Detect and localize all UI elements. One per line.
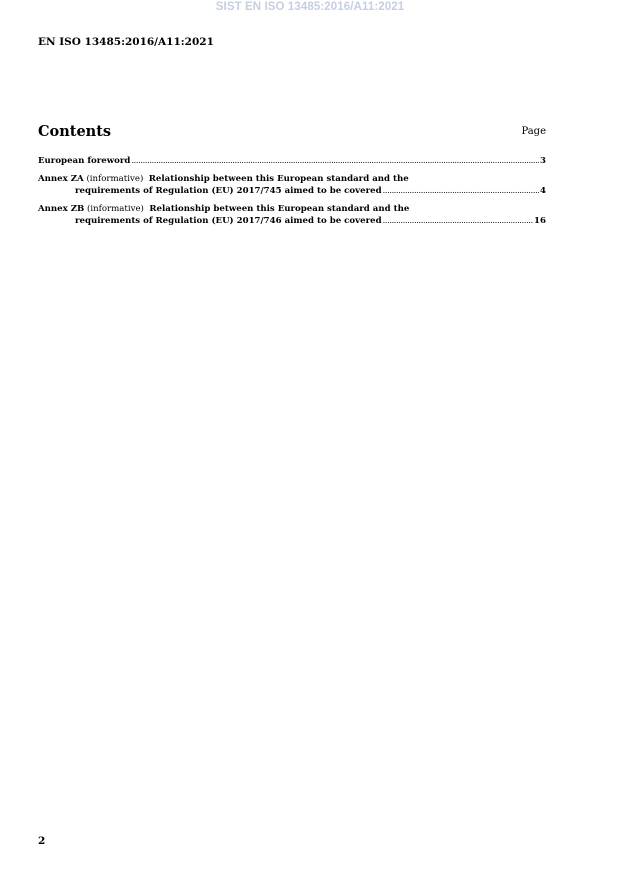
toc-entry-annex-za[interactable] <box>38 174 546 197</box>
toc-line <box>38 185 546 197</box>
dot-leader <box>131 155 539 166</box>
page-number: 2 <box>38 835 46 847</box>
toc-entry-title: Relationship between this European standard and the <box>149 204 410 214</box>
toc-entry-european-foreword[interactable] <box>38 155 546 167</box>
toc-entry-title-continued: requirements of Regulation (EU) 2017/745 aimed to be covered <box>75 186 382 196</box>
toc-entry-annex-zb[interactable] <box>38 204 546 227</box>
page-column-label: Page <box>521 126 546 137</box>
toc-line <box>38 155 546 167</box>
toc-entry-page: 4 <box>540 186 546 196</box>
toc-entry-title-continued: requirements of Regulation (EU) 2017/746 aimed to be covered <box>75 216 382 226</box>
toc-line <box>38 174 546 185</box>
toc-line <box>38 204 546 215</box>
toc-entry-prefix-note: (informative) <box>87 204 144 214</box>
document-identifier: EN ISO 13485:2016/A11:2021 <box>38 36 214 48</box>
toc-entry-page: 3 <box>540 156 546 166</box>
toc-entry-prefix: Annex ZA <box>38 174 84 184</box>
toc-entry-title: European foreword <box>38 156 131 166</box>
toc-entry-prefix-note: (informative) <box>86 174 144 184</box>
contents-header <box>38 123 546 143</box>
dot-leader <box>383 215 533 226</box>
watermark: SIST EN ISO 13485:2016/A11:2021 <box>215 1 405 13</box>
toc-line <box>38 215 546 227</box>
toc-entry-prefix: Annex ZB <box>38 204 85 214</box>
table-of-contents <box>38 155 546 227</box>
toc-entry-page: 16 <box>534 216 546 226</box>
toc-entry-title: Relationship between this European standard and the <box>148 174 409 184</box>
dot-leader <box>383 185 539 196</box>
contents-title: Contents <box>38 123 112 140</box>
